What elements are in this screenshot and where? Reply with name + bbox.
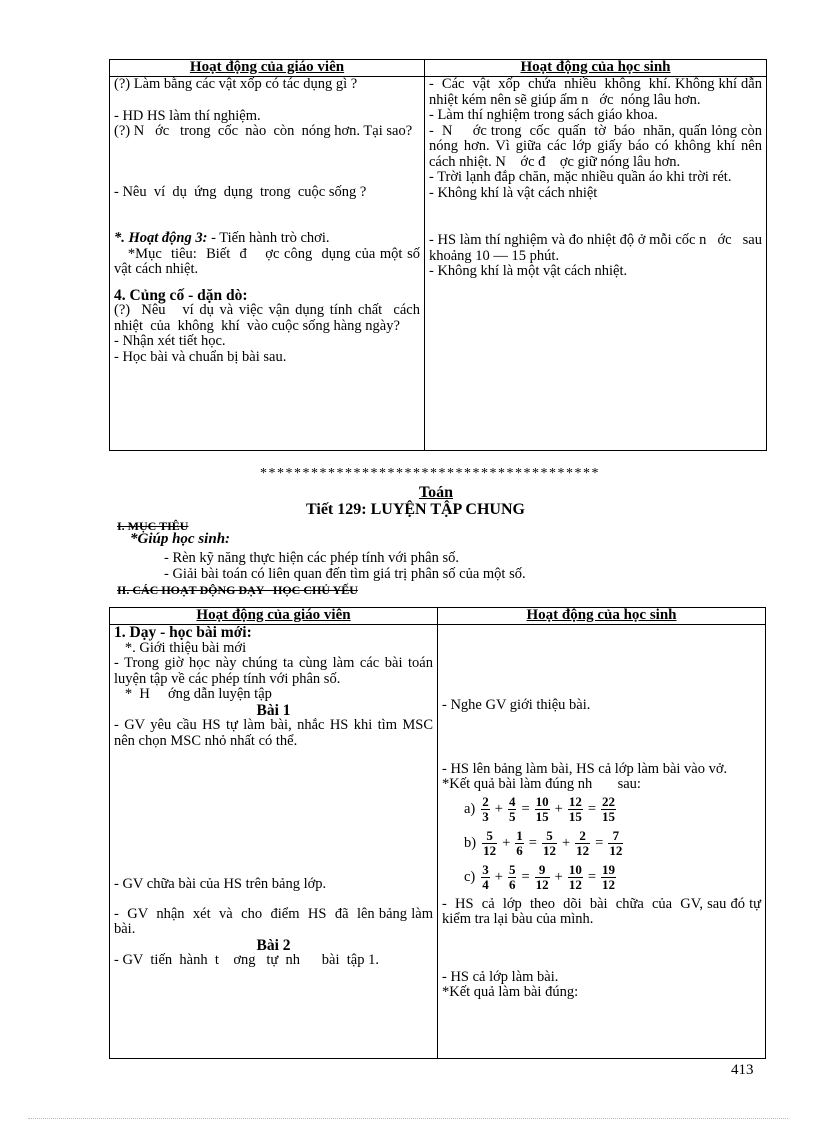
- teacher-activities-cell: [110, 625, 438, 1059]
- activities-table-2: [109, 607, 766, 1059]
- numerator: 7: [608, 829, 623, 844]
- student-line: - Không khí là vật cách nhiệt: [429, 184, 598, 201]
- fraction: [535, 863, 550, 892]
- fraction: [568, 795, 583, 824]
- section-objectives-heading: I. MỤC TIÊU: [117, 519, 189, 533]
- operator: =: [521, 800, 530, 817]
- fraction: [481, 863, 490, 892]
- fraction: [568, 863, 583, 892]
- numerator: 9: [535, 863, 550, 878]
- operator: +: [561, 834, 571, 851]
- numerator: 4: [508, 794, 516, 809]
- student-activities-cell: [438, 625, 766, 1059]
- operator: +: [502, 834, 511, 851]
- student-line: *Kết quả làm bài đúng:: [442, 984, 579, 1000]
- lesson-title: LUYỆN TẬP CHUNG: [370, 501, 525, 518]
- equations-block: [442, 793, 761, 895]
- student-line: - HS cả lớp theo dõi bài chữa của GV, sau đó tự kiểm tra lại bàu của mình.: [442, 895, 765, 927]
- numerator: 10: [568, 862, 582, 877]
- teacher-line: - GV yêu cầu HS tự làm bài, nhắc HS khi tìm MSC nên chọn MSC nhỏ nhất có thể.: [114, 717, 433, 749]
- student-activities-cell: [425, 77, 767, 451]
- exercise-2-heading: Bài 2: [256, 936, 291, 954]
- denominator: 5: [508, 809, 516, 824]
- teacher-line: - HD HS làm thí nghiệm.: [114, 107, 261, 124]
- denominator: 3: [482, 809, 489, 824]
- student-line: - Nghe GV giới thiệu bài.: [442, 697, 591, 713]
- denominator: 12: [576, 843, 590, 858]
- subject-title: Toán: [418, 484, 454, 501]
- fraction: [601, 795, 616, 824]
- student-line: - HS làm thí nghiệm và đo nhiệt độ ở mỗi cốc n ớc sau khoảng 10 — 15 phút.: [429, 232, 766, 264]
- operator: =: [587, 868, 597, 885]
- operator: +: [554, 868, 563, 885]
- fraction: [515, 829, 524, 858]
- equation-row: [442, 793, 761, 827]
- teacher-column-header: Hoạt động của giáo viên: [110, 60, 425, 77]
- teacher-line: - Nêu ví dụ ứng dụng trong cuộc sống ?: [114, 183, 367, 200]
- teacher-line: - Học bài và chuẩn bị bài sau.: [114, 348, 287, 365]
- numerator: 5: [508, 862, 516, 877]
- activities-table-1: [109, 59, 767, 451]
- student-line: *Kết quả bài làm đúng nh sau:: [442, 776, 641, 792]
- lesson-part-heading: 1. Dạy - học bài mới:: [114, 624, 252, 641]
- activity-3-line: [114, 231, 420, 247]
- numerator: 5: [542, 829, 557, 844]
- student-column-header: Hoạt động của học sinh: [425, 60, 767, 77]
- numerator: 22: [602, 794, 616, 809]
- teacher-column-header: Hoạt động của giáo viên: [110, 608, 438, 625]
- numerator: 1: [516, 828, 523, 843]
- denominator: 12: [568, 877, 582, 892]
- operator: +: [554, 800, 563, 817]
- student-line: - Làm thí nghiệm trong sách giáo khoa.: [429, 107, 658, 123]
- page-bottom-divider: [28, 1118, 788, 1119]
- denominator: 15: [535, 809, 549, 824]
- student-line: - HS lên bảng làm bài, HS cả lớp làm bài vào vở.: [442, 760, 728, 777]
- goal-item: - Rèn kỹ năng thực hiện các phép tính với phân số.: [164, 550, 459, 566]
- numerator: 19: [602, 862, 616, 877]
- lesson-number: Tiết 129:: [306, 501, 367, 518]
- fraction: [601, 863, 616, 892]
- denominator: 12: [542, 843, 556, 858]
- fraction: [482, 829, 497, 858]
- equation-label: b): [464, 834, 477, 851]
- separator-stars: ****************************************: [260, 466, 600, 481]
- activity-3-label: *. Hoạt động 3:: [114, 230, 208, 246]
- equation-row: [442, 827, 761, 861]
- teacher-activities-cell: [110, 76, 428, 451]
- equation-label: c): [464, 868, 476, 885]
- lesson-heading: [306, 501, 525, 519]
- consolidate-heading: 4. Củng cố - dặn dò:: [114, 286, 248, 304]
- denominator: 4: [482, 877, 489, 892]
- equation-row: [442, 861, 761, 895]
- exercise-1-heading: Bài 1: [256, 701, 291, 719]
- denominator: 6: [508, 877, 516, 892]
- fraction: [608, 829, 623, 858]
- section-activities-heading: II. CÁC HOẠT ĐỘNG DẠY HỌC CHỦ YẾU: [117, 583, 358, 597]
- page-number: 413: [731, 1062, 754, 1078]
- goal-item: - Giải bài toán có liên quan đến tìm giá trị phân số của một số.: [164, 566, 526, 582]
- numerator: 2: [482, 794, 489, 809]
- denominator: 12: [609, 843, 623, 858]
- numerator: 3: [482, 862, 489, 877]
- fraction: [542, 829, 557, 858]
- operator: =: [595, 834, 604, 851]
- teacher-line: (?) N ớc trong cốc nào còn nóng hơn. Tại sao?: [114, 123, 413, 139]
- student-line: - HS cả lớp làm bài.: [442, 968, 559, 985]
- operator: =: [521, 868, 530, 885]
- denominator: 12: [602, 877, 616, 892]
- activity-3-text: - Tiến hành trò chơi.: [211, 230, 330, 246]
- teacher-line: - GV chữa bài của HS trên bảng lớp.: [114, 876, 327, 892]
- teacher-line: *. Giới thiệu bài mới: [114, 639, 247, 656]
- teacher-line: (?) Nêu ví dụ và việc vận dụng tính chất cách nhiệt của không khí vào cuộc sống hàng ngày?: [114, 302, 428, 334]
- student-line: - Không khí là một vật cách nhiệt.: [429, 263, 628, 279]
- fraction: [508, 795, 517, 824]
- numerator: 2: [575, 829, 590, 844]
- fraction: [575, 829, 590, 858]
- operator: +: [494, 800, 503, 817]
- teacher-line: *Mục tiêu: Biết đ ợc công dụng của một số vật cách nhiệt.: [114, 245, 424, 277]
- numerator: 10: [535, 794, 549, 809]
- student-line: - N ớc trong cốc quấn tờ báo nhăn, quấn lỏng còn nóng hơn. Vì giữa các lớp giấy báo có không khí nên cách nhiệt. N ớc đ ợc giữ nóng lâu hơn.: [429, 122, 766, 170]
- equation-label: a): [464, 800, 476, 817]
- teacher-line: - GV nhận xét và cho điểm HS đã lên bảng làm bài.: [114, 905, 437, 937]
- teacher-line: * H ớng dẫn luyện tập: [114, 686, 272, 702]
- fraction: [481, 795, 490, 824]
- operator: =: [528, 834, 537, 851]
- operator: +: [494, 868, 503, 885]
- student-column-header: Hoạt động của học sinh: [438, 608, 766, 625]
- student-line: - Trời lạnh đắp chăn, mặc nhiều quần áo khi trời rét.: [429, 169, 732, 185]
- denominator: 15: [568, 809, 582, 824]
- numerator: 12: [568, 794, 582, 809]
- teacher-line: - GV tiến hành t ơng tự nh bài tập 1.: [114, 952, 379, 968]
- denominator: 6: [516, 843, 523, 858]
- fraction: [508, 863, 517, 892]
- teacher-line: (?) Làm bằng các vật xốp có tác dụng gì ?: [114, 76, 358, 92]
- operator: =: [587, 800, 597, 817]
- denominator: 12: [535, 877, 549, 892]
- goal-label: *Giúp học sinh:: [130, 531, 231, 547]
- numerator: 5: [482, 829, 497, 844]
- student-line: - Các vật xốp chứa nhiều không khí. Không khí dẫn nhiệt kém nên sẽ giúp ấm n ớc nóng lâu hơn.: [429, 76, 766, 108]
- denominator: 12: [483, 843, 497, 858]
- teacher-line: - Nhận xét tiết học.: [114, 333, 226, 349]
- denominator: 15: [602, 809, 616, 824]
- teacher-line: - Trong giờ học này chúng ta cùng làm các bài toán luyện tập về các phép tính với phân số.: [114, 655, 433, 687]
- fraction: [535, 795, 550, 824]
